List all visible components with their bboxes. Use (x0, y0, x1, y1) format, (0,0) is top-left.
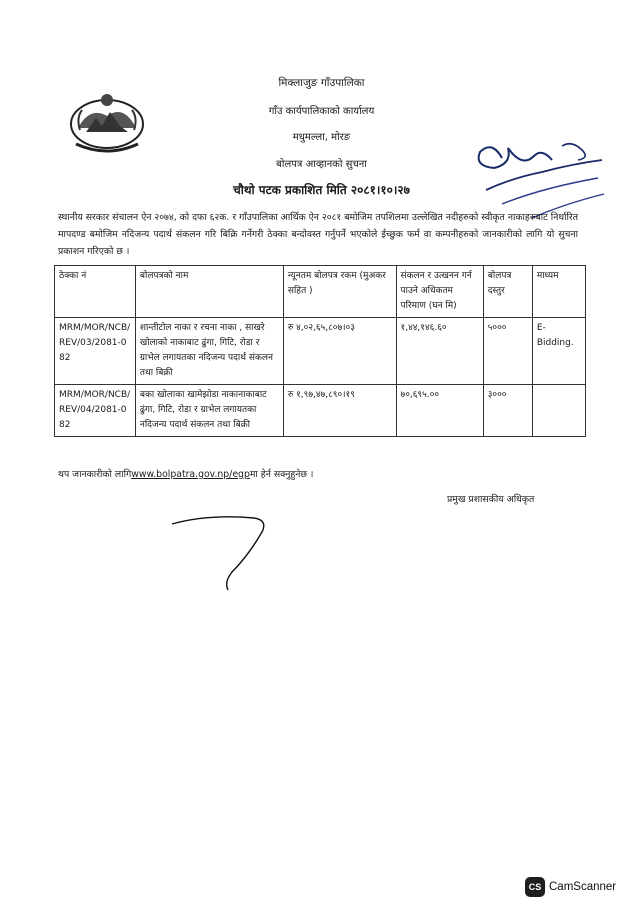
header-contract-no: ठेक्का नं (55, 266, 136, 318)
officer-title: प्रमुख प्रशासकीय अधिकृत (447, 494, 535, 505)
cell-min-amount: रु ४,०२,६५,८०७।०३ (283, 318, 396, 385)
pen-mark (168, 512, 288, 592)
cell-max-quantity: १,४४,१४६.६० (396, 318, 483, 385)
more-info-prefix: थप जानकारीको लागि (58, 469, 132, 480)
cell-tender-name: शान्तीटोल नाका र रचना नाका , साखरे खोलाको नाकाबाट ढुंगा, गिटि, रोडा र ग्राभेल लगायतका नदिजन्य पदार्थ संकलन तथा बिक्री (135, 318, 283, 385)
cell-medium (532, 385, 585, 437)
nepal-emblem-logo (66, 88, 148, 156)
header-medium: माध्यम (532, 266, 585, 318)
bolpatra-link[interactable]: www.bolpatra.gov.np/egp (131, 469, 250, 480)
camscanner-label: CamScanner (549, 881, 617, 893)
table-header-row (55, 266, 586, 318)
more-info-suffix: मा हेर्न सक्नुहुनेछ । (249, 469, 314, 480)
cell-tender-name: बका खोलाका खामेझोडा नाकानाकाबाट ढुंगा, गिटि, रोडा र ग्राभेल लगायतका नदिजन्य पदार्थ संकलन तथा बिक्री (135, 385, 283, 437)
more-info-line (58, 467, 313, 480)
cell-contract-no: MRM/MOR/NCB/REV/03/2081-082 (55, 318, 136, 385)
publish-date-line: चौथो पटक प्रकाशित मिति २०८१।१०।२७ (233, 183, 410, 197)
camscanner-watermark (525, 877, 616, 897)
cell-fee: ५००० (483, 318, 532, 385)
header-fee: बोलपत्र दस्तुर (483, 266, 532, 318)
office-address: मधुमल्ला, मोरङ (292, 132, 351, 143)
cell-contract-no: MRM/MOR/NCB/REV/04/2081-082 (55, 385, 136, 437)
camscanner-icon: CS (525, 877, 545, 897)
intro-paragraph: स्थानीय सरकार संचालन ऐन २०७४, को दफा ६२क. र गाँउपालिका आर्थिक ऐन २०८१ बमोजिम तपशिलमा उल्लेखित नदीहरुको स्वीकृत नाकाहरुबाट निर्धारित मापदण्ड बमोजिम नदिजन्य पदार्थ संकलन गरि बिक्रि गर्नेगरी ठेक्का बन्दोवस्त गर्नुपर्ने भएकोले ईच्छुक फर्म वा कम्पनीहरुको जानकारीको लागि यो सुचना प्रकाशन गरिएको छ । (58, 212, 578, 257)
header-min-amount: न्यूनतम बोलपत्र रकम (मुअकर सहित ) (283, 266, 396, 318)
tender-table (54, 265, 586, 437)
cell-medium: E-Bidding. (532, 318, 585, 385)
table-row (55, 385, 586, 437)
notice-title: बोलपत्र आव्हानको सुचना (276, 159, 367, 170)
municipality-name: मिक्लाजुङ गाँउपालिका (278, 77, 365, 89)
header-max-quantity: संकलन र उत्खनन गर्न पाउने अधिकतम परिमाण (घन मि) (396, 266, 483, 318)
header-tender-name: बोलपत्रको नाम (135, 266, 283, 318)
cell-max-quantity: ७०,६९५.०० (396, 385, 483, 437)
cell-fee: ३००० (483, 385, 532, 437)
office-name: गाँउ कार्यपालिकाको कार्यालय (268, 106, 375, 117)
table-row (55, 318, 586, 385)
cell-min-amount: रु १,९७,४७,८९०।१९ (283, 385, 396, 437)
